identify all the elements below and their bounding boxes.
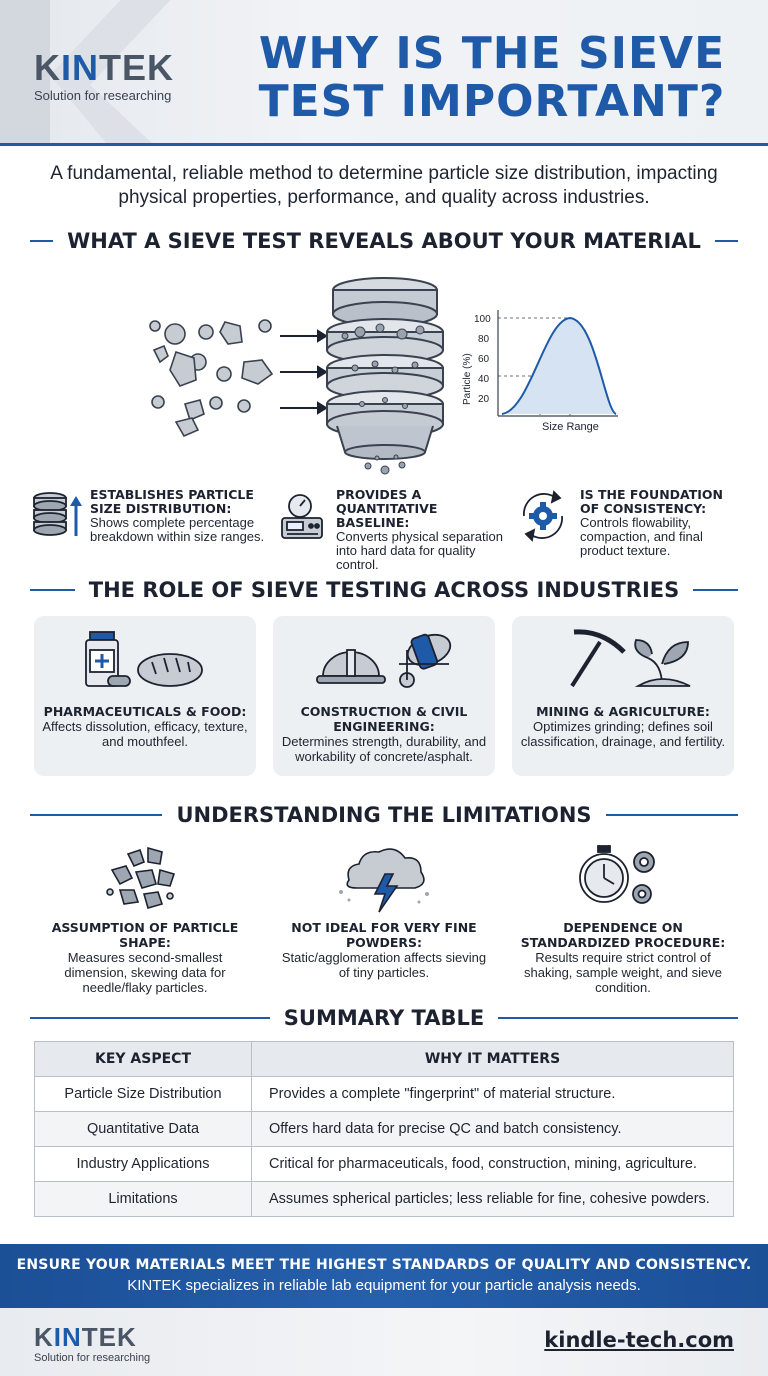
sieve-stack-icon bbox=[327, 278, 443, 459]
limitation-shape bbox=[40, 840, 250, 1000]
footer bbox=[0, 1308, 768, 1376]
chart-ytick: 40 bbox=[478, 374, 490, 385]
industry-title: MINING & AGRICULTURE: bbox=[536, 704, 710, 719]
loose-particles-icon bbox=[150, 320, 272, 436]
section-heading-industries: THE ROLE OF SIEVE TESTING ACROSS INDUSTRIES bbox=[30, 575, 738, 605]
table-cell: Critical for pharmaceuticals, food, construction, mining, agriculture. bbox=[252, 1147, 734, 1182]
industry-card-mining-agriculture bbox=[512, 616, 734, 776]
industry-title: CONSTRUCTION & CIVIL ENGINEERING: bbox=[300, 704, 468, 734]
feature-consistency bbox=[516, 486, 738, 566]
column-header: KEY ASPECT bbox=[35, 1042, 252, 1077]
section-heading-limitations: UNDERSTANDING THE LIMITATIONS bbox=[30, 800, 738, 830]
header bbox=[0, 0, 768, 146]
limitation-desc: Measures second-smallest dimension, skewing data for needle/flaky particles. bbox=[64, 950, 226, 995]
brand-wordmark: KINTEK bbox=[34, 47, 174, 88]
chart-ylabel: Particle (%) bbox=[462, 353, 473, 405]
intro-text: A fundamental, reliable method to determine particle size distribution, impacting physical properties, performance, and quality across industries. bbox=[50, 163, 718, 208]
section-heading-reveal: WHAT A SIEVE TEST REVEALS ABOUT YOUR MATERIAL bbox=[30, 226, 738, 256]
feature-distribution bbox=[30, 486, 270, 566]
footer-brand-logo[interactable] bbox=[34, 1324, 150, 1364]
brand-logo[interactable] bbox=[34, 47, 174, 103]
chart-ytick: 100 bbox=[474, 314, 491, 325]
gear-cycle-icon bbox=[516, 488, 574, 546]
cta-headline: ENSURE YOUR MATERIALS MEET THE HIGHEST STANDARDS OF QUALITY AND CONSISTENCY. bbox=[16, 1257, 752, 1273]
feature-desc: Shows complete percentage breakdown within size ranges. bbox=[90, 515, 265, 544]
table-cell: Particle Size Distribution bbox=[35, 1077, 252, 1112]
feature-desc: Converts physical separation into hard data for quality control. bbox=[336, 529, 503, 572]
chart-ytick: 60 bbox=[478, 354, 490, 365]
table-row bbox=[35, 1077, 734, 1112]
irregular-particles-icon bbox=[40, 840, 250, 916]
cta-subtext: KINTEK specializes in reliable lab equipment for your particle analysis needs. bbox=[127, 1277, 641, 1294]
industry-card-construction bbox=[273, 616, 495, 776]
brand-tagline: Solution for researching bbox=[34, 1352, 151, 1364]
hardhat-mixer-icon bbox=[273, 624, 495, 694]
limitation-title: DEPENDENCE ON STANDARDIZED PROCEDURE: bbox=[520, 920, 726, 950]
section-heading-summary: SUMMARY TABLE bbox=[30, 1003, 738, 1033]
limitation-procedure bbox=[518, 840, 728, 1000]
website-link[interactable]: kindle-tech.com bbox=[544, 1328, 734, 1352]
table-cell: Industry Applications bbox=[35, 1147, 252, 1182]
industry-desc: Affects dissolution, efficacy, texture, and mouthfeel. bbox=[42, 719, 248, 749]
table-row bbox=[35, 1182, 734, 1217]
flow-arrows-icon bbox=[280, 331, 326, 413]
pill-bottle-bread-icon bbox=[34, 624, 256, 694]
chart-xlabel: Size Range bbox=[542, 421, 599, 433]
feature-baseline bbox=[278, 486, 508, 572]
chart-ytick: 20 bbox=[478, 394, 490, 405]
brand-wordmark: KINTEK bbox=[34, 1322, 137, 1352]
limitation-desc: Static/agglomeration affects sieving of tiny particles. bbox=[281, 950, 487, 980]
stacked-sieve-arrow-icon bbox=[30, 488, 88, 546]
table-cell: Quantitative Data bbox=[35, 1112, 252, 1147]
industry-desc: Determines strength, durability, and workability of concrete/asphalt. bbox=[281, 734, 487, 764]
table-cell: Assumes spherical particles; less reliable for fine, cohesive powders. bbox=[252, 1182, 734, 1217]
table-cell: Limitations bbox=[35, 1182, 252, 1217]
industry-card-pharma-food bbox=[34, 616, 256, 776]
feature-heading: IS THE FOUNDATION OF CONSISTENCY: bbox=[580, 487, 724, 516]
header-divider bbox=[0, 143, 768, 146]
limitation-title: ASSUMPTION OF PARTICLE SHAPE: bbox=[51, 920, 239, 950]
limitation-title: NOT IDEAL FOR VERY FINE POWDERS: bbox=[291, 920, 477, 950]
brand-tagline: Solution for researching bbox=[34, 88, 172, 103]
summary-table bbox=[34, 1041, 734, 1217]
table-cell: Provides a complete "fingerprint" of material structure. bbox=[252, 1077, 734, 1112]
chart-ytick: 80 bbox=[478, 334, 490, 345]
feature-heading: PROVIDES A QUANTITATIVE BASELINE: bbox=[336, 487, 438, 530]
limitation-desc: Results require strict control of shaking, sample weight, and sieve condition. bbox=[523, 950, 722, 995]
table-header-row bbox=[35, 1042, 734, 1077]
industry-title: PHARMACEUTICALS & FOOD: bbox=[43, 704, 247, 719]
pickaxe-sprout-icon bbox=[512, 624, 734, 694]
call-to-action-banner bbox=[0, 1244, 768, 1308]
table-row bbox=[35, 1112, 734, 1147]
limitation-fine-powders bbox=[279, 840, 489, 1000]
reveal-features bbox=[30, 486, 738, 572]
table-row bbox=[35, 1147, 734, 1182]
sieve-process-diagram bbox=[140, 270, 640, 480]
page-title: WHY IS THE SIEVE TEST IMPORTANT? bbox=[258, 28, 726, 127]
distribution-chart bbox=[462, 310, 618, 433]
scale-icon bbox=[278, 488, 336, 546]
industry-desc: Optimizes grinding; defines soil classification, drainage, and fertility. bbox=[520, 719, 726, 749]
table-cell: Offers hard data for precise QC and batch consistency. bbox=[252, 1112, 734, 1147]
column-header: WHY IT MATTERS bbox=[252, 1042, 734, 1077]
feature-desc: Controls flowability, compaction, and final product texture. bbox=[580, 515, 703, 558]
static-cloud-icon bbox=[279, 840, 489, 916]
stopwatch-gears-icon bbox=[518, 840, 728, 916]
feature-heading: ESTABLISHES PARTICLE SIZE DISTRIBUTION: bbox=[90, 487, 254, 516]
